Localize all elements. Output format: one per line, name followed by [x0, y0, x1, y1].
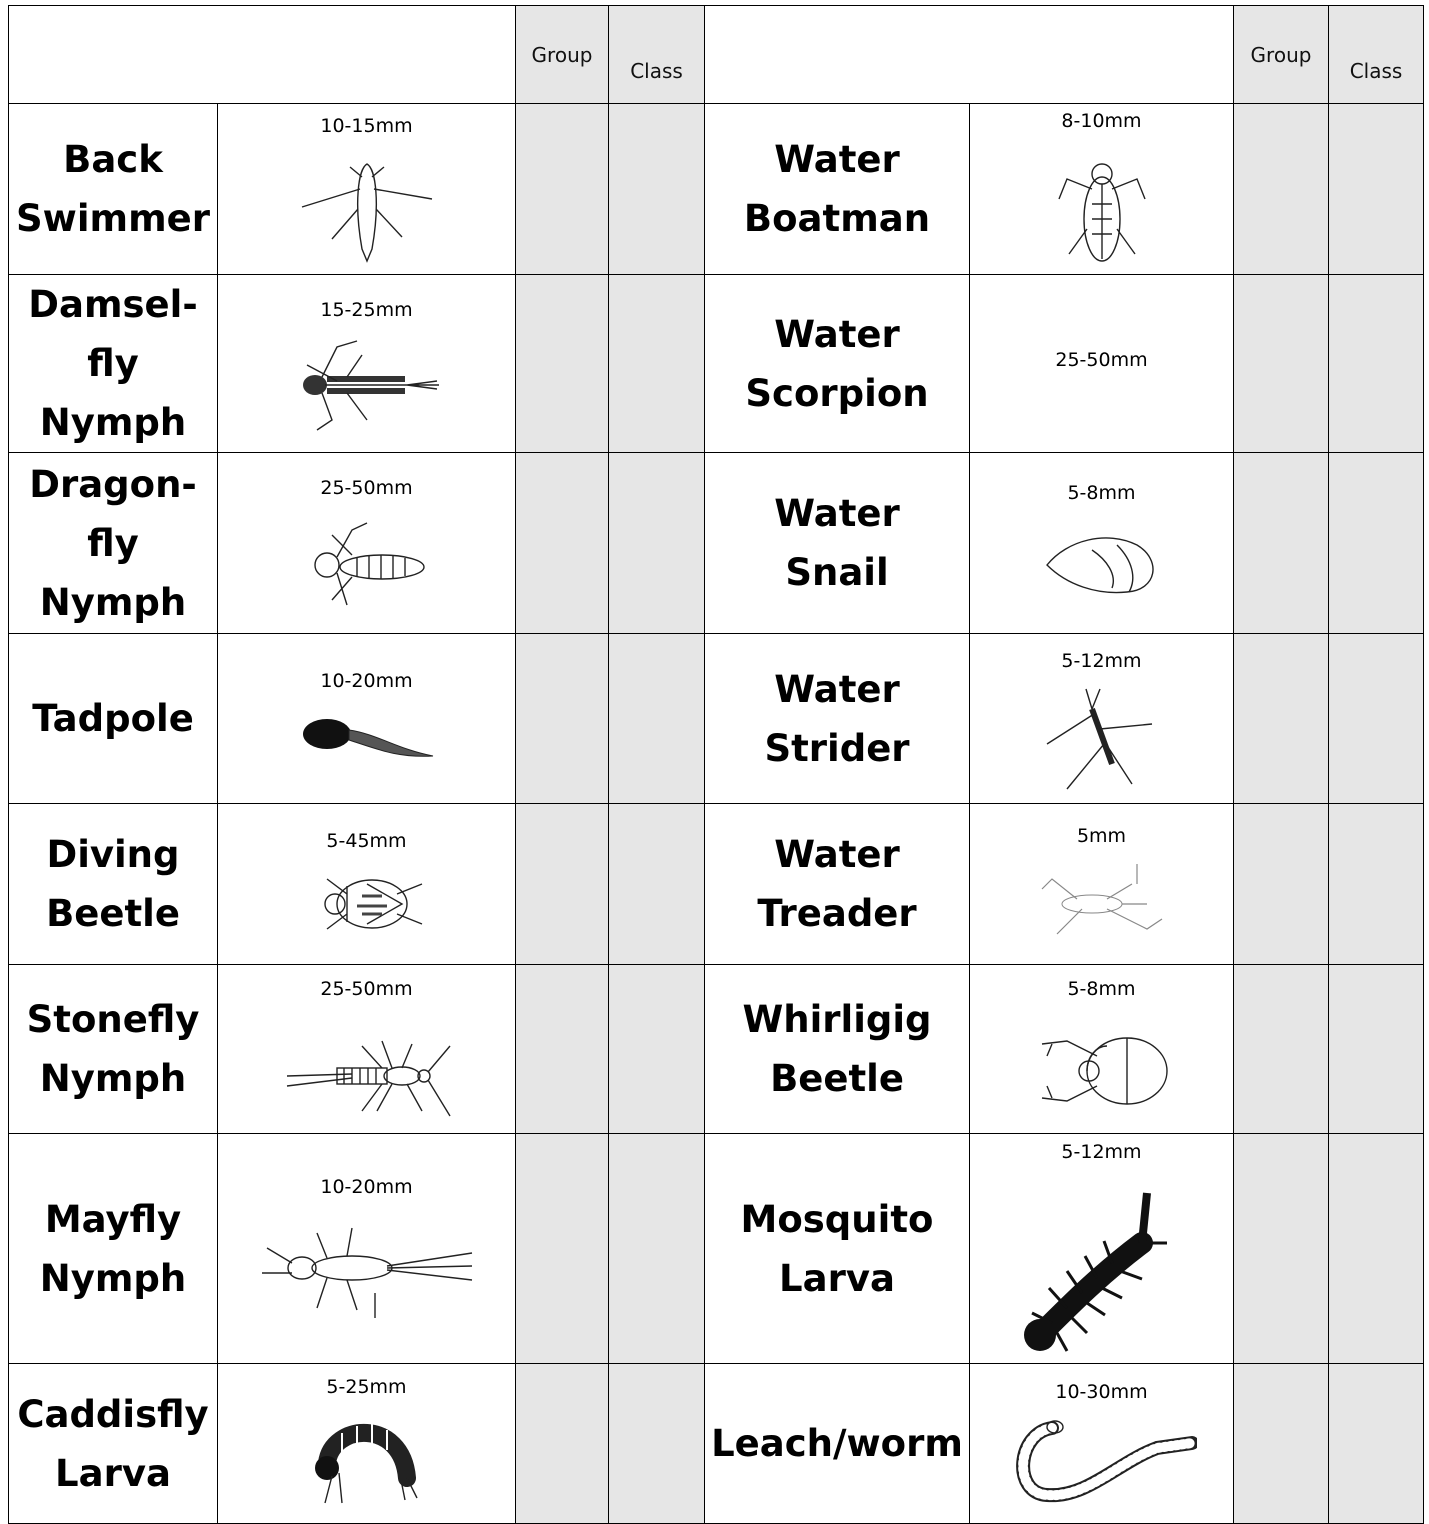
organism-picture-cell-right: [970, 104, 1234, 275]
class-answer-cell-right[interactable]: [1329, 804, 1424, 965]
class-answer-cell-left[interactable]: [609, 804, 705, 965]
class-answer-cell-left[interactable]: [609, 104, 705, 275]
organism-name-line: Stonefly: [26, 998, 200, 1041]
header-class-left: Class: [609, 6, 705, 104]
table-row: [9, 275, 1424, 453]
organism-name-line: Nymph: [39, 1256, 187, 1300]
class-answer-cell-right[interactable]: [1329, 965, 1424, 1134]
group-answer-cell-right[interactable]: [1234, 453, 1329, 634]
water-snail-icon: [970, 520, 1233, 610]
leech-worm-icon: [970, 1413, 1233, 1513]
header-blank-right: [705, 6, 1234, 104]
organism-name-left: [9, 275, 218, 453]
organism-name-right: [705, 453, 970, 634]
organism-picture-cell-right: [970, 965, 1234, 1134]
organism-name-left: [9, 453, 218, 634]
group-answer-cell-left[interactable]: [516, 275, 609, 453]
group-answer-cell-left[interactable]: [516, 804, 609, 965]
organism-picture-cell-left: [218, 453, 516, 634]
organism-name-right: [705, 634, 970, 804]
class-answer-cell-left[interactable]: [609, 1364, 705, 1524]
group-answer-cell-right[interactable]: [1234, 634, 1329, 804]
organism-name-left: [9, 804, 218, 965]
organism-name-line: Diving: [46, 833, 180, 876]
organism-name-line: Nymph: [39, 1057, 187, 1100]
organism-name-line: Beetle: [46, 892, 180, 935]
size-range-label: 5mm: [1076, 825, 1127, 847]
group-answer-cell-right[interactable]: [1234, 1364, 1329, 1524]
size-range-label: 25-50mm: [320, 978, 413, 1000]
organism-name-line: Larva: [779, 1256, 895, 1300]
group-answer-cell-left[interactable]: [516, 1134, 609, 1364]
size-range-label: 25-50mm: [320, 477, 413, 499]
identification-table: [8, 5, 1424, 1524]
header-row: [9, 6, 1424, 104]
organism-picture-cell-right: [970, 634, 1234, 804]
class-answer-cell-right[interactable]: [1329, 1364, 1424, 1524]
organism-picture-cell-left: [218, 965, 516, 1134]
group-answer-cell-right[interactable]: [1234, 804, 1329, 965]
water-treader-icon: [970, 859, 1233, 949]
class-answer-cell-left[interactable]: [609, 1134, 705, 1364]
class-answer-cell-left[interactable]: [609, 275, 705, 453]
size-range-label: 5-8mm: [1067, 482, 1136, 504]
organism-name-line: Water: [774, 138, 900, 181]
organism-name-left: [9, 104, 218, 275]
table-row: [9, 453, 1424, 634]
header-blank-left: [9, 6, 516, 104]
table-row: [9, 965, 1424, 1134]
stonefly-nymph-icon: [218, 1016, 515, 1126]
table-row: [9, 1364, 1424, 1524]
organism-name-left: [9, 1364, 218, 1524]
size-range-label: 10-20mm: [320, 669, 413, 692]
tadpole-icon: [218, 704, 515, 774]
group-answer-cell-right[interactable]: [1234, 275, 1329, 453]
organism-name-left: [9, 965, 218, 1134]
size-range-label: 15-25mm: [320, 298, 413, 321]
organism-name-line: Boatman: [743, 197, 931, 240]
organism-name-line: Tadpole: [32, 697, 194, 740]
table-row: [9, 804, 1424, 965]
dragonfly-nymph-icon: [218, 515, 515, 615]
organism-name-line: Nymph: [39, 401, 187, 444]
organism-name-line: Treader: [757, 892, 917, 935]
organism-name-right: [705, 965, 970, 1134]
class-answer-cell-right[interactable]: [1329, 634, 1424, 804]
organism-name-line: Strider: [764, 726, 910, 770]
class-answer-cell-right[interactable]: [1329, 104, 1424, 275]
group-answer-cell-left[interactable]: [516, 1364, 609, 1524]
size-range-label: 5-12mm: [1061, 649, 1142, 672]
diving-beetle-icon: [218, 864, 515, 944]
organism-name-line: Back: [63, 138, 163, 181]
size-range-label: 5-45mm: [326, 830, 407, 852]
organism-picture-cell-right: [970, 1134, 1234, 1364]
table-row: [9, 1134, 1424, 1364]
organism-name-line: Water: [774, 492, 900, 535]
header-group-right: Group: [1234, 6, 1329, 104]
organism-name-line: Caddisfly: [17, 1392, 209, 1436]
size-range-label: 5-12mm: [1061, 1140, 1142, 1163]
organism-picture-cell-right: [970, 453, 1234, 634]
organism-picture-cell-left: [218, 1364, 516, 1524]
organism-name-right: [705, 804, 970, 965]
organism-name-line: fly: [87, 342, 139, 385]
organism-picture-cell-left: [218, 634, 516, 804]
organism-picture-cell-left: [218, 804, 516, 965]
group-answer-cell-right[interactable]: [1234, 104, 1329, 275]
organism-name-right: [705, 1364, 970, 1524]
size-range-label: 5-8mm: [1067, 978, 1136, 1000]
class-answer-cell-left[interactable]: [609, 634, 705, 804]
organism-name-line: Dragon-: [29, 462, 197, 506]
organism-picture-cell-right: [970, 1364, 1234, 1524]
group-answer-cell-left[interactable]: [516, 104, 609, 275]
whirligig-beetle-icon: [970, 1016, 1233, 1126]
organism-name-line: Whirligig: [742, 998, 932, 1041]
size-range-label: 25-50mm: [1055, 348, 1148, 371]
class-answer-cell-left[interactable]: [609, 453, 705, 634]
caddisfly-larva-icon: [218, 1408, 515, 1518]
organism-name-line: Larva: [55, 1451, 171, 1495]
organism-picture-cell-left: [218, 275, 516, 453]
organism-name-right: [705, 104, 970, 275]
water-boatman-icon: [970, 144, 1233, 274]
mayfly-nymph-icon: [218, 1218, 515, 1328]
organism-picture-cell-left: [218, 104, 516, 275]
damselfly-nymph-icon: [218, 335, 515, 435]
class-answer-cell-right[interactable]: [1329, 275, 1424, 453]
table-row: [9, 634, 1424, 804]
class-answer-cell-right[interactable]: [1329, 453, 1424, 634]
organism-name-line: Water: [774, 833, 900, 876]
backswimmer-icon: [218, 149, 515, 269]
table-body: [9, 104, 1424, 1524]
organism-name-line: Scorpion: [745, 371, 929, 415]
organism-name-line: Leach/worm: [711, 1422, 963, 1465]
organism-name-line: Mosquito: [740, 1197, 934, 1241]
organism-name-left: [9, 634, 218, 804]
organism-name-line: Beetle: [770, 1057, 904, 1100]
organism-name-right: [705, 275, 970, 453]
size-range-label: 8-10mm: [1061, 110, 1142, 132]
organism-name-line: Damsel-: [28, 283, 198, 326]
organism-name-left: [9, 1134, 218, 1364]
organism-name-line: Nymph: [39, 580, 187, 624]
group-answer-cell-right[interactable]: [1234, 965, 1329, 1134]
size-range-label: 10-20mm: [320, 1175, 413, 1198]
class-answer-cell-right[interactable]: [1329, 1134, 1424, 1364]
size-range-label: 5-25mm: [326, 1375, 407, 1398]
group-answer-cell-left[interactable]: [516, 453, 609, 634]
header-group-left: Group: [516, 6, 609, 104]
header-class-right: Class: [1329, 6, 1424, 104]
class-answer-cell-left[interactable]: [609, 965, 705, 1134]
organism-name-line: Swimmer: [16, 197, 210, 240]
group-answer-cell-left[interactable]: [516, 965, 609, 1134]
water-strider-icon: [970, 684, 1233, 794]
group-answer-cell-left[interactable]: [516, 634, 609, 804]
organism-name-line: Water: [774, 667, 900, 711]
size-range-label: 10-30mm: [1055, 1380, 1148, 1403]
table-row: [9, 104, 1424, 275]
size-range-label: 10-15mm: [320, 115, 413, 137]
organism-picture-cell-right: [970, 275, 1234, 453]
organism-name-line: Snail: [785, 551, 889, 594]
organism-picture-cell-right: [970, 804, 1234, 965]
group-answer-cell-right[interactable]: [1234, 1134, 1329, 1364]
organism-name-line: Mayfly: [44, 1197, 182, 1241]
organism-name-line: Water: [774, 312, 900, 356]
organism-picture-cell-left: [218, 1134, 516, 1364]
organism-name-line: fly: [87, 521, 139, 565]
organism-name-right: [705, 1134, 970, 1364]
mosquito-larva-icon: [970, 1183, 1233, 1363]
